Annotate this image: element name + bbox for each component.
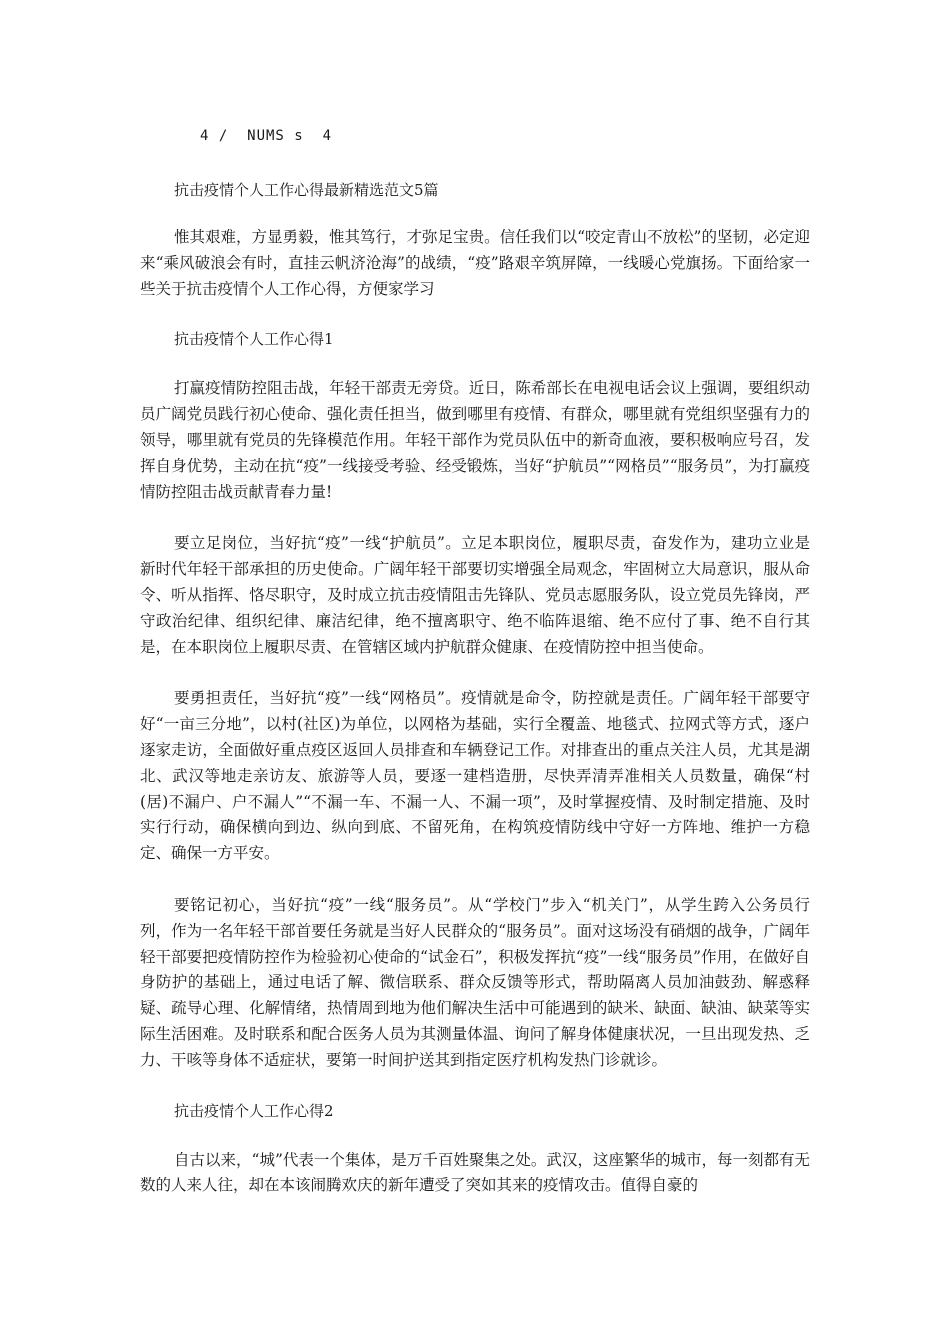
document-title: 抗击疫情个人工作心得最新精选范文5篇 — [174, 181, 439, 199]
section-2-title: 抗击疫情个人工作心得2 — [174, 1101, 334, 1120]
section-1-paragraph-2: 要立足岗位，当好抗“疫”一线“护航员”。立足本职岗位，履职尽责，奋发作为，建功立业是新时代年轻干部承担的历史使命。广阔年轻干部要切实增强全局观念，牢固树立大局意识，服从命令、听从指挥、恪尽职守，及时成立抗击疫情阻击先锋队、党员志愿服务队，设立党员先锋岗，严守政治纪律、组织纪律、廉洁纪律，绝不擅离职守、绝不临阵退缩、绝不应付了事、绝不自行其是，在本职岗位上履职尽责、在管辖区域内护航群众健康、在疫情防控中担当使命。 — [140, 534, 810, 656]
section-1-paragraph-3: 要勇担责任，当好抗“疫”一线“网格员”。疫情就是命令，防控就是责任。广阔年轻干部要守好“一亩三分地”，以村(社区)为单位，以网格为基础，实行全覆盖、地毯式、拉网式等方式，逐户逐家走访，全面做好重点疫区返回人员排查和车辆登记工作。对排查出的重点关注人员，尤其是湖北、武汉等地走亲访友、旅游等人员，要逐一建档造册，尽快弄清弄准相关人员数量，确保“村(居)不漏户、户不漏人”“不漏一车、不漏一人、不漏一项”，及时掌握疫情、及时制定措施、及时实行行动，确保横向到边、纵向到底、不留死角，在构筑疫情防线中守好一方阵地、维护一方稳定、确保一方平安。 — [140, 689, 810, 863]
section-1-title: 抗击疫情个人工作心得1 — [174, 330, 334, 349]
section-2-paragraph-1: 自古以来，“城”代表一个集体，是万千百姓聚集之处。武汉，这座繁华的城市，每一刻都有无数的人来人往，却在本该闹腾欢庆的新年遭受了突如其来的疫情攻击。值得自豪的 — [140, 1150, 810, 1195]
section-1-paragraph-1: 打赢疫情防控阻击战，年轻干部责无旁贷。近日，陈希部长在电视电话会议上强调，要组织动员广阔党员践行初心使命、强化责任担当，做到哪里有疫情、有群众，哪里就有党组织坚强有力的领导，哪里就有党员的先锋模范作用。年轻干部作为党员队伍中的新奇血液，要积极响应号召，发挥自身优势，主动在抗“疫”一线接受考验、经受锻炼，当好“护航员”“网格员”“服务员”，为打赢疫情防控阻击战贡献青春力量! — [140, 379, 810, 501]
page-header: 4 / NUMS s 4 — [200, 128, 333, 144]
document-body — [140, 225, 810, 1225]
intro-paragraph: 惟其艰难，方显勇毅，惟其笃行，才弥足宝贵。信任我们以“咬定青山不放松”的坚韧，必定迎来“乘风破浪会有时，直挂云帆济沧海”的战绩，“疫”路艰辛筑屏障，一线暖心党旗扬。下面给家一些关于抗击疫情个人工作心得，方便家学习 — [140, 228, 810, 298]
section-1-paragraph-4: 要铭记初心，当好抗“疫”一线“服务员”。从“学校门”步入“机关门”，从学生跨入公务员行列，作为一名年轻干部首要任务就是当好人民群众的“服务员”。面对这场没有硝烟的战争，广阔年轻干部要把疫情防控作为检验初心使命的“试金石”，积极发挥抗“疫”一线“服务员”作用，在做好自身防护的基础上，通过电话了解、微信联系、群众反馈等形式，帮助隔离人员加油鼓劲、解惑释疑、疏导心理、化解情绪，热情周到地为他们解决生活中可能遇到的缺米、缺面、缺油、缺菜等实际生活困难。及时联系和配合医务人员为其测量体温、询问了解身体健康状况，一旦出现发热、乏力、干咳等身体不适症状，要第一时间护送其到指定医疗机构发热门诊就诊。 — [140, 895, 810, 1069]
